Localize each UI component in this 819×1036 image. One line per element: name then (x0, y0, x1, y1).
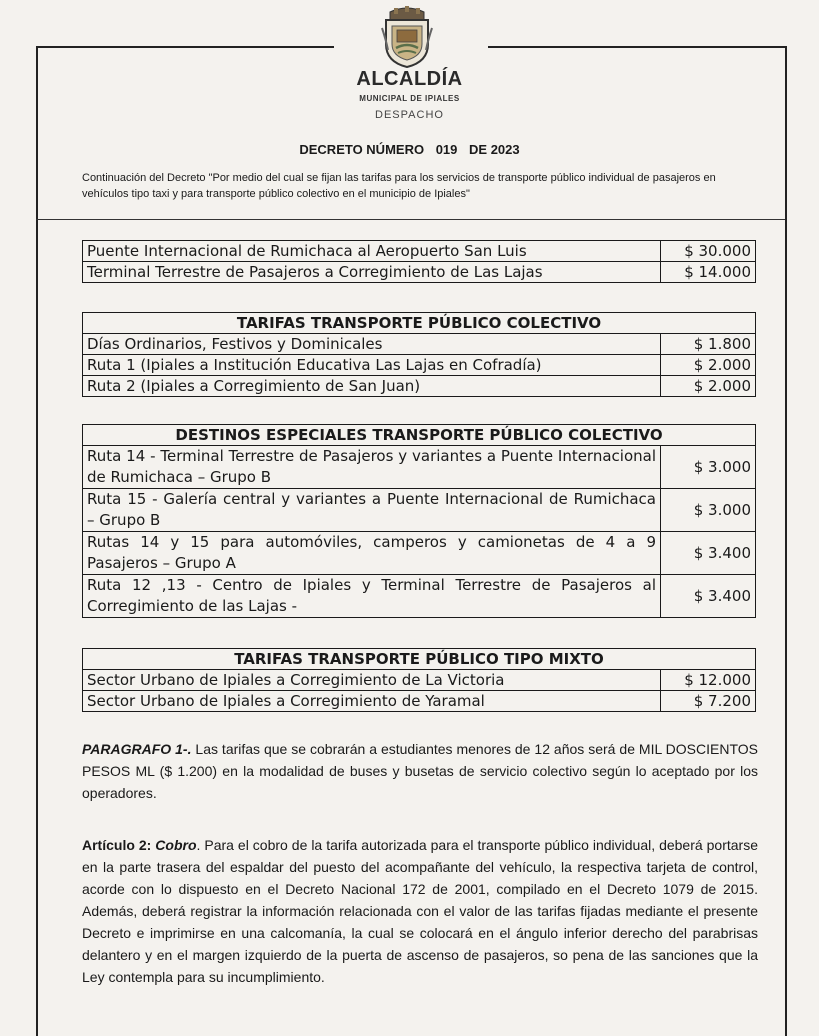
route-description: Ruta 1 (Ipiales a Institución Educativa Las Lajas en Cofradía) (83, 355, 661, 376)
route-price: $ 3.000 (661, 446, 756, 489)
decree-label: DECRETO NÚMERO (299, 142, 425, 157)
header-rule (36, 219, 785, 220)
table-title: TARIFAS TRANSPORTE PÚBLICO COLECTIVO (83, 313, 756, 334)
table-row (83, 376, 756, 397)
paragrafo-1 (82, 738, 758, 804)
decree-number: 019 (435, 142, 458, 157)
table-row (83, 262, 756, 283)
paragrafo-text: Las tarifas que se cobrarán a estudiantes menores de 12 años será de MIL DOSCIENTOS PESOS ML ($ 1.200) en la modalidad de buses y busetas de servicio colectivo según lo aceptado por los operadores. (82, 741, 758, 801)
table-row (83, 489, 756, 532)
table-row (83, 334, 756, 355)
table-row (83, 670, 756, 691)
top-rule-left (36, 46, 334, 48)
table-title: DESTINOS ESPECIALES TRANSPORTE PÚBLICO COLECTIVO (83, 425, 756, 446)
route-description: Sector Urbano de Ipiales a Corregimiento de Yaramal (83, 691, 661, 712)
table-row (83, 691, 756, 712)
top-rule-right (488, 46, 785, 48)
office-label: DESPACHO (375, 109, 444, 121)
route-description: Días Ordinarios, Festivos y Dominicales (83, 334, 661, 355)
table-row (83, 532, 756, 575)
route-description: Ruta 12 ,13 - Centro de Ipiales y Terminal Terrestre de Pasajeros al Corregimiento de las Lajas - (83, 575, 661, 618)
route-price: $ 1.800 (661, 334, 756, 355)
colectivo-tariff-table (82, 312, 756, 397)
route-description: Sector Urbano de Ipiales a Corregimiento de La Victoria (83, 670, 661, 691)
route-price: $ 3.400 (661, 532, 756, 575)
route-price: $ 2.000 (661, 355, 756, 376)
articulo-2 (82, 834, 758, 988)
decree-year: DE 2023 (469, 142, 520, 157)
route-description: Ruta 15 - Galería central y variantes a Puente Internacional de Rumichaca – Grupo B (83, 489, 661, 532)
table-row (83, 241, 756, 262)
table-title: TARIFAS TRANSPORTE PÚBLICO TIPO MIXTO (83, 649, 756, 670)
route-description: Ruta 2 (Ipiales a Corregimiento de San Juan) (83, 376, 661, 397)
articulo-text: . Para el cobro de la tarifa autorizada para el transporte público individual, deberá portarse en la parte trasera del espaldar del puesto del acompañante del vehículo, la respectiva tarjeta de control, acorde con lo dispuesto en el Decreto Nacional 172 de 2001, compilado en el Decreto 1079 de 2015. Además, deberá registrar la información relacionada con el valor de las tarifas fijadas mediante el presente Decreto e imprimirse en una calcomanía, la cual se colocará en el ángulo inferior derecho del parabrisas delantero y en el margen izquierdo de la puerta de ascenso de pasajeros, so pena de las sanciones que la Ley contempla para su incumplimiento. (82, 837, 758, 985)
municipal-crest-icon (380, 6, 434, 68)
route-description: Puente Internacional de Rumichaca al Aeropuerto San Luis (83, 241, 661, 262)
special-destinations-table (82, 424, 756, 618)
articulo-label: Artículo 2: (82, 837, 152, 853)
mixed-tariff-table (82, 648, 756, 712)
route-description: Rutas 14 y 15 para automóviles, camperos y camionetas de 4 a 9 Pasajeros – Grupo A (83, 532, 661, 575)
route-price: $ 12.000 (661, 670, 756, 691)
taxi-tariff-table (82, 240, 756, 283)
decree-title (0, 142, 819, 157)
brand-subtitle: MUNICIPAL DE IPIALES (359, 94, 460, 103)
route-price: $ 3.000 (661, 489, 756, 532)
route-price: $ 7.200 (661, 691, 756, 712)
brand-title: ALCALDÍA (356, 68, 463, 90)
route-price: $ 2.000 (661, 376, 756, 397)
route-description: Ruta 14 - Terminal Terrestre de Pasajeros y variantes a Puente Internacional de Rumichaca – Grupo B (83, 446, 661, 489)
paragrafo-label: PARAGRAFO 1-. (82, 741, 192, 757)
decree-continuation: Continuación del Decreto "Por medio del cual se fijan las tarifas para los servicios de transporte público individual de pasajeros en vehículos tipo taxi y para transporte público colectivo en el municipio de Ipiales" (82, 172, 716, 200)
route-price: $ 14.000 (661, 262, 756, 283)
table-row (83, 575, 756, 618)
route-price: $ 30.000 (661, 241, 756, 262)
route-price: $ 3.400 (661, 575, 756, 618)
table-row (83, 446, 756, 489)
articulo-heading: Cobro (155, 837, 197, 853)
table-row (83, 355, 756, 376)
route-description: Terminal Terrestre de Pasajeros a Corregimiento de Las Lajas (83, 262, 661, 283)
